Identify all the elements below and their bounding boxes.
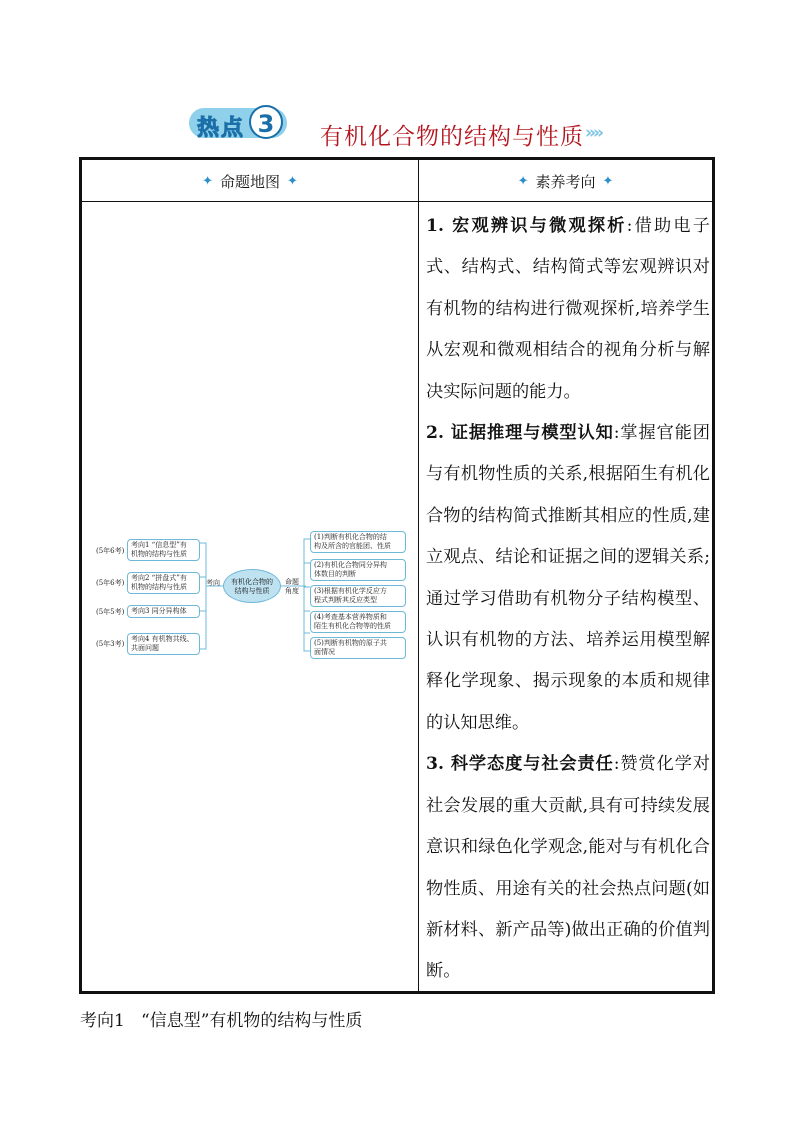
literacy-paragraph-3 bbox=[426, 744, 710, 992]
link-label-direction: 考向 bbox=[206, 579, 220, 587]
frequency-label: (5年6考) bbox=[96, 547, 125, 555]
page-title: 有机化合物的结构与性质 bbox=[320, 124, 584, 150]
direction-line: 考向3 同分异构体 bbox=[131, 607, 187, 615]
literacy-body: :赞赏化学对社会发展的重大贡献,具有可持续发展意识和绿色化学观念,能对与有机化合物性质、用途有关的社会热点问题(如新材料、新产品等)做出正确的价值判断。 bbox=[426, 754, 710, 982]
literacy-heading: 3. 科学态度与社会责任 bbox=[426, 754, 614, 775]
frequency-label: (5年3考) bbox=[96, 640, 125, 648]
double-arrow-icon: »» bbox=[585, 123, 601, 143]
literacy-paragraph-2 bbox=[426, 413, 710, 744]
literacy-heading: 1. 宏观辨识与微观探析 bbox=[426, 216, 627, 236]
direction-line: 共面问题 bbox=[131, 644, 159, 652]
hotspot-badge bbox=[189, 104, 287, 142]
angle-box-3: (3)根据有机化学反应方 程式判断其反应类型 bbox=[310, 585, 406, 607]
angle-box-1: (1)判断有机化合物的结 构及所含的官能团、性质 bbox=[310, 531, 406, 553]
star-icon: ✦ bbox=[602, 173, 614, 189]
literacy-body: :掌握官能团与有机物性质的关系,根据陌生有机化合物的结构简式推断其相应的性质,建立观点、结论和证据之间的逻辑关系;通过学习借助有机物分子结构模型、认识有机物的方法、培养运用模型解释化学现象、揭示现象的本质和规律的认知思维。 bbox=[426, 423, 710, 733]
column-header-map-label: 命题地图 bbox=[219, 172, 280, 191]
mind-map bbox=[92, 525, 412, 665]
badge-text: 热点 bbox=[197, 116, 246, 141]
star-icon: ✦ bbox=[287, 173, 298, 189]
angle-box-5: (5)判断有机物的原子共 面情况 bbox=[310, 637, 406, 659]
star-icon: ✦ bbox=[517, 173, 529, 189]
direction-line: 考向2 “拼盘式”有 bbox=[131, 574, 187, 582]
literacy-paragraph-1 bbox=[426, 206, 710, 413]
frequency-label: (5年6考) bbox=[96, 579, 125, 587]
star-icon: ✦ bbox=[202, 173, 213, 189]
literacy-heading: 2. 证据推理与模型认知 bbox=[426, 423, 614, 444]
direction-box-2 bbox=[127, 572, 200, 594]
direction-box-3 bbox=[127, 605, 200, 618]
direction-line: 考向4 有机物共线、 bbox=[131, 635, 194, 643]
column-header-literacy-label: 素养考向 bbox=[535, 172, 596, 191]
center-topic-node bbox=[223, 569, 281, 603]
direction-box-4 bbox=[127, 633, 200, 655]
column-header-map bbox=[82, 168, 418, 194]
direction-line: 机物的结构与性质 bbox=[131, 583, 187, 591]
badge-number: 3 bbox=[249, 105, 283, 139]
direction-box-1 bbox=[127, 539, 200, 561]
center-topic-line: 结构与性质 bbox=[234, 587, 270, 595]
literacy-body: :借助电子式、结构式、结构简式等宏观辨识对有机物的结构进行微观探析,培养学生从宏观和微观相结合的视角分析与解决实际问题的能力。 bbox=[426, 216, 710, 402]
center-topic-line: 有机化合物的 bbox=[231, 578, 273, 586]
link-label-angle: 命题 角度 bbox=[285, 578, 299, 595]
direction-line: 机物的结构与性质 bbox=[131, 550, 187, 558]
angle-box-2: (2)有机化合物同分异构 体数目的判断 bbox=[310, 559, 406, 581]
section-heading-direction-1: 考向1 “信息型”有机物的结构与性质 bbox=[80, 1011, 363, 1031]
direction-line: 考向1 “信息型”有 bbox=[131, 541, 187, 549]
column-divider bbox=[418, 157, 419, 994]
column-header-literacy bbox=[419, 168, 712, 194]
literacy-text bbox=[426, 206, 710, 993]
frequency-label: (5年5考) bbox=[96, 608, 125, 616]
angle-box-4: (4)考查基本营养物质和 陌生有机化合物等的性质 bbox=[310, 611, 406, 633]
header-divider bbox=[79, 201, 715, 202]
